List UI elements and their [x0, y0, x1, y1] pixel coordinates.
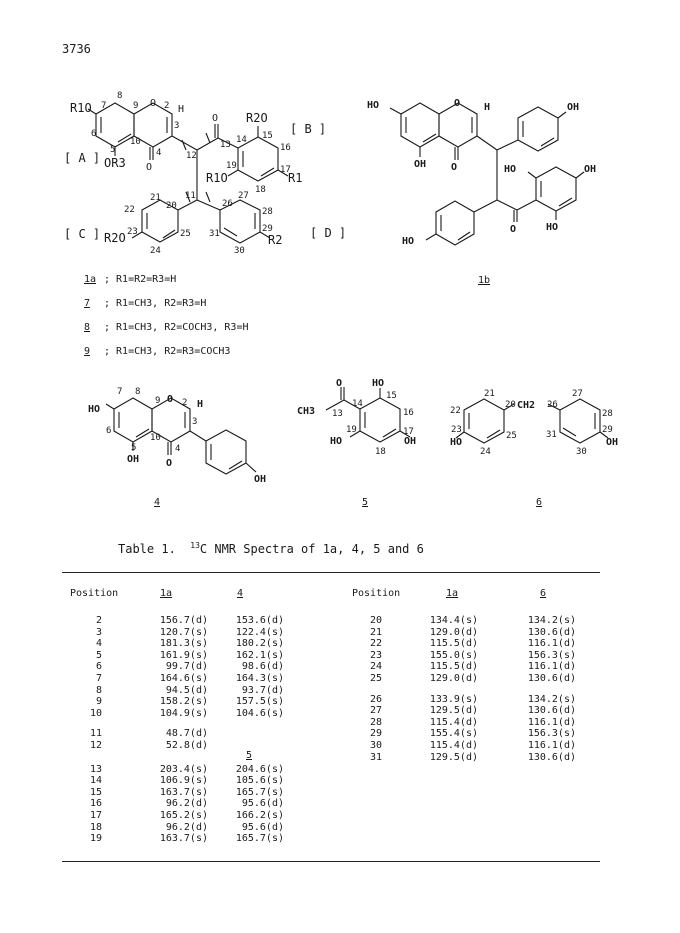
table-cell: 129.0(d) — [429, 626, 478, 638]
svg-text:H: H — [484, 102, 491, 113]
svg-text:18: 18 — [375, 447, 386, 457]
table-cell: 23 — [369, 649, 382, 661]
ring-6-left — [464, 399, 504, 443]
table-cell: 163.7(s) — [159, 786, 208, 798]
svg-text:30: 30 — [576, 447, 587, 457]
table-cell: 158.2(s) — [159, 696, 208, 708]
ring-1b-phloro — [536, 167, 576, 211]
table-cell: 162.1(s) — [235, 649, 284, 661]
svg-text:16: 16 — [280, 143, 291, 153]
subheader-5: 5 — [246, 750, 253, 761]
svg-text:28: 28 — [262, 207, 273, 217]
table-cell: 165.7(s) — [235, 833, 284, 845]
table-cell: 155.4(s) — [429, 728, 478, 740]
svg-text:6: 6 — [106, 426, 112, 436]
derivative-formula-9: ; R1=CH3, R2=R3=COCH3 — [104, 346, 231, 357]
1b-ho-15: HO — [504, 164, 517, 175]
svg-text:18: 18 — [255, 185, 266, 195]
table-cell: 134.2(s) — [527, 693, 576, 705]
6-ho-23: HO — [450, 437, 463, 448]
table-cell: 115.5(d) — [429, 661, 478, 673]
ring-4-phenyl — [206, 430, 246, 474]
svg-text:O: O — [454, 98, 461, 109]
table-cell: 130.6(d) — [527, 673, 576, 684]
substituent-or2-d: R2 — [268, 233, 283, 247]
table-cell: 26 — [369, 693, 382, 705]
svg-text:O: O — [166, 458, 173, 469]
table-cell: 48.7(d) — [165, 728, 208, 740]
5-oh-17: OH — [404, 436, 417, 447]
svg-text:13: 13 — [220, 140, 231, 150]
svg-text:14: 14 — [352, 399, 363, 409]
label-1b: 1b — [478, 275, 491, 286]
table-cell: 17 — [89, 810, 102, 821]
table-cell: 96.2(d) — [165, 821, 208, 833]
table-caption-text: C NMR Spectra of 1a, 4, 5 and 6 — [199, 542, 424, 556]
svg-text:19: 19 — [226, 161, 237, 171]
ring-1b-a — [401, 103, 439, 147]
substituent-r2o-c: R2O — [104, 231, 126, 245]
svg-text:8: 8 — [117, 91, 123, 101]
table-cell: 134.2(s) — [527, 615, 576, 626]
table-cell: 20 — [369, 615, 382, 626]
table-cell: 3 — [95, 626, 102, 638]
derivative-label-1a: 1a — [84, 274, 97, 285]
4-ho-7: HO — [88, 404, 101, 415]
table-caption-superscript: 13 — [190, 541, 200, 550]
table-cell: 122.4(s) — [235, 626, 284, 638]
derivative-label-8: 8 — [84, 322, 91, 333]
table-cell: 28 — [369, 716, 382, 728]
table-cell: 133.9(s) — [429, 693, 478, 705]
table-cell: 21 — [369, 626, 382, 638]
svg-text:22: 22 — [450, 406, 461, 416]
label-5: 5 — [362, 497, 369, 508]
svg-text:5: 5 — [131, 443, 137, 453]
svg-text:7: 7 — [117, 387, 123, 397]
carbonyl-oxygen-13: O — [212, 113, 219, 124]
table-cell: 13 — [89, 763, 102, 775]
table-cell: 130.6(d) — [527, 705, 576, 717]
table-cell: 93.7(d) — [241, 684, 284, 696]
svg-text:6: 6 — [91, 129, 97, 139]
ring-4-a — [114, 398, 152, 442]
5-ho-19: HO — [330, 436, 343, 447]
table-cell: 155.0(s) — [429, 649, 478, 661]
svg-text:14: 14 — [236, 135, 247, 145]
svg-text:3: 3 — [192, 417, 198, 427]
substituent-r1o-7: R1O — [70, 101, 92, 115]
ring-1b-top — [518, 107, 558, 151]
svg-text:24: 24 — [480, 447, 491, 457]
table-cell: 156.3(s) — [527, 728, 576, 740]
5-ho-15: HO — [372, 378, 385, 389]
table-cell: 104.6(s) — [235, 707, 284, 719]
ring-label-a: [ A ] — [64, 151, 101, 165]
table-cell: 129.5(d) — [429, 751, 478, 763]
table-cell: 116.1(d) — [527, 661, 576, 673]
table-cell: 180.2(s) — [235, 638, 284, 650]
svg-text:4: 4 — [156, 148, 162, 158]
svg-text:4: 4 — [175, 444, 181, 454]
table-cell: 105.6(s) — [235, 775, 284, 787]
svg-text:19: 19 — [346, 425, 357, 435]
table-cell: 11 — [89, 728, 102, 740]
header-position-left: Position — [70, 588, 119, 599]
svg-text:15: 15 — [386, 391, 397, 401]
svg-text:O: O — [336, 378, 343, 389]
5-ch3: CH3 — [297, 406, 316, 417]
svg-text:23: 23 — [451, 425, 462, 435]
substituent-r2o-b: R2O — [246, 111, 268, 125]
derivative-formula-8: ; R1=CH3, R2=COCH3, R3=H — [104, 322, 249, 333]
derivative-label-9: 9 — [84, 346, 91, 357]
table-cell: 22 — [369, 638, 382, 650]
svg-text:26: 26 — [547, 400, 558, 410]
table-cell: 165.7(s) — [235, 786, 284, 798]
table-caption-prefix: Table 1. — [118, 542, 176, 556]
table-cell: 19 — [89, 833, 102, 845]
svg-text:13: 13 — [332, 409, 343, 419]
table-cell: 12 — [89, 740, 102, 751]
ring-1b-bottom — [436, 201, 474, 245]
header-position-right: Position — [352, 588, 401, 599]
svg-text:25: 25 — [506, 431, 517, 441]
substituent-or3: OR3 — [104, 156, 126, 170]
svg-text:O: O — [451, 162, 458, 173]
table-cell: 157.5(s) — [235, 696, 284, 708]
1b-ho-7: HO — [367, 100, 380, 111]
table-cell: 31 — [369, 751, 382, 763]
table-cell: 115.4(d) — [429, 716, 478, 728]
header-4: 4 — [237, 588, 244, 599]
table-cell: 130.6(d) — [527, 626, 576, 638]
label-6: 6 — [536, 497, 543, 508]
svg-text:5: 5 — [110, 145, 116, 155]
table-cell: 181.3(s) — [159, 638, 208, 650]
table-cell: 104.9(s) — [159, 707, 208, 719]
ring-oxygen: O — [150, 98, 157, 109]
6-ch2: CH2 — [517, 400, 536, 411]
1b-ho-bottom: HO — [402, 236, 415, 247]
table-cell: 14 — [89, 775, 102, 787]
svg-text:20: 20 — [505, 400, 516, 410]
svg-text:23: 23 — [127, 227, 138, 237]
svg-text:21: 21 — [150, 193, 161, 203]
svg-text:8: 8 — [135, 387, 141, 397]
table-cell: 116.1(d) — [527, 638, 576, 650]
table-cell: 95.6(d) — [241, 798, 284, 810]
svg-text:H: H — [178, 104, 185, 115]
table-cell: 96.2(d) — [165, 798, 208, 810]
table-cell: 116.1(d) — [527, 716, 576, 728]
svg-text:2: 2 — [182, 398, 188, 408]
svg-text:2: 2 — [164, 101, 170, 111]
table-cell: 134.4(s) — [429, 615, 478, 626]
carbonyl-oxygen-4: O — [146, 162, 153, 173]
table-cell: 153.6(d) — [235, 615, 284, 626]
4-oh-5: OH — [127, 454, 140, 465]
derivative-formula-1a: ; R1=R2=R3=H — [104, 274, 177, 285]
table-cell: 98.6(d) — [241, 661, 284, 673]
table-cell: 115.4(d) — [429, 740, 478, 751]
table-cell: 2 — [95, 615, 102, 626]
table-cell: 29 — [369, 728, 382, 740]
table-cell: 129.5(d) — [429, 705, 478, 717]
svg-text:27: 27 — [238, 191, 249, 201]
derivative-label-7: 7 — [84, 298, 91, 309]
label-4: 4 — [154, 497, 161, 508]
table-cell: 4 — [95, 638, 102, 650]
svg-text:24: 24 — [150, 246, 161, 256]
svg-text:O: O — [510, 224, 517, 235]
ring-label-c: [ C ] — [64, 227, 101, 241]
svg-text:31: 31 — [546, 430, 557, 440]
6-oh-29: OH — [606, 437, 619, 448]
table-cell: 99.7(d) — [165, 661, 208, 673]
svg-text:29: 29 — [262, 224, 273, 234]
table-cell: 203.4(s) — [159, 763, 208, 775]
table-cell: 95.6(d) — [241, 821, 284, 833]
substituent-r1o-19: R1O — [206, 171, 228, 185]
svg-text:9: 9 — [133, 101, 139, 111]
table-cell: 166.2(s) — [235, 810, 284, 821]
derivative-formula-7: ; R1=CH3, R2=R3=H — [104, 298, 207, 309]
substituent-r1-17: R1 — [288, 171, 303, 185]
table-cell: 24 — [369, 661, 382, 673]
table-cell: 18 — [89, 821, 102, 833]
table-cell: 27 — [369, 705, 382, 717]
svg-text:10: 10 — [130, 137, 141, 147]
svg-text:26: 26 — [222, 199, 233, 209]
svg-text:17: 17 — [280, 165, 291, 175]
table-cell: 8 — [95, 684, 102, 696]
table-cell: 10 — [89, 707, 102, 719]
svg-text:7: 7 — [101, 101, 107, 111]
1b-oh-5: OH — [414, 159, 427, 170]
svg-text:30: 30 — [234, 246, 245, 256]
header-1a-right: 1a — [446, 588, 459, 599]
svg-text:27: 27 — [572, 389, 583, 399]
table-cell: 130.6(d) — [527, 751, 576, 763]
table-cell: 156.7(d) — [159, 615, 208, 626]
table-cell: 156.3(s) — [527, 649, 576, 661]
table-cell: 165.2(s) — [159, 810, 208, 821]
ring-label-d: [ D ] — [310, 226, 347, 240]
table-cell: 204.6(s) — [235, 763, 284, 775]
table-cell: 7 — [95, 673, 102, 684]
ring-1b-pyranone — [439, 103, 477, 147]
1b-oh-17: OH — [584, 164, 597, 175]
1b-oh-top: OH — [567, 102, 580, 113]
table-cell: 115.5(d) — [429, 638, 478, 650]
table-cell: 106.9(s) — [159, 775, 208, 787]
svg-text:15: 15 — [262, 131, 273, 141]
1b-ho-19: HO — [546, 222, 559, 233]
svg-text:25: 25 — [180, 229, 191, 239]
table-cell: 25 — [369, 673, 382, 684]
table-cell: 164.3(s) — [235, 673, 284, 684]
svg-text:31: 31 — [209, 229, 220, 239]
svg-text:17: 17 — [403, 427, 414, 437]
table-caption — [118, 541, 424, 556]
table-cell: 120.7(s) — [159, 626, 208, 638]
4-oh-4p: OH — [254, 474, 267, 485]
svg-text:10: 10 — [150, 433, 161, 443]
table-cell: 163.7(s) — [159, 833, 208, 845]
table-cell: 15 — [89, 786, 102, 798]
table-cell: 6 — [95, 661, 102, 673]
svg-text:20: 20 — [166, 201, 177, 211]
table-cell: 52.8(d) — [165, 740, 208, 751]
ring-label-b: [ B ] — [290, 122, 327, 136]
table-cell: 161.9(s) — [159, 649, 208, 661]
table-cell: 9 — [95, 696, 102, 708]
svg-text:11: 11 — [185, 191, 196, 201]
svg-text:28: 28 — [602, 409, 613, 419]
table-cell: 30 — [369, 740, 382, 751]
ring-5 — [360, 398, 400, 442]
svg-text:O: O — [167, 394, 174, 405]
header-6: 6 — [540, 588, 547, 599]
table-bottom-rule — [62, 861, 600, 862]
table-cell: 5 — [95, 649, 102, 661]
table-cell: 116.1(d) — [527, 740, 576, 751]
table-cell: 129.0(d) — [429, 673, 478, 684]
ring-6-right — [560, 399, 600, 443]
header-1a-left: 1a — [160, 588, 173, 599]
svg-text:16: 16 — [403, 408, 414, 418]
svg-text:12: 12 — [186, 151, 197, 161]
svg-text:9: 9 — [155, 396, 161, 406]
table-top-rule — [62, 572, 600, 573]
table-cell: 16 — [89, 798, 102, 810]
page-number: 3736 — [62, 42, 91, 56]
svg-text:3: 3 — [174, 121, 180, 131]
svg-text:29: 29 — [602, 425, 613, 435]
svg-text:21: 21 — [484, 389, 495, 399]
table-cell: 164.6(s) — [159, 673, 208, 684]
table-cell: 94.5(d) — [165, 684, 208, 696]
svg-text:H: H — [197, 399, 204, 410]
svg-text:22: 22 — [124, 205, 135, 215]
